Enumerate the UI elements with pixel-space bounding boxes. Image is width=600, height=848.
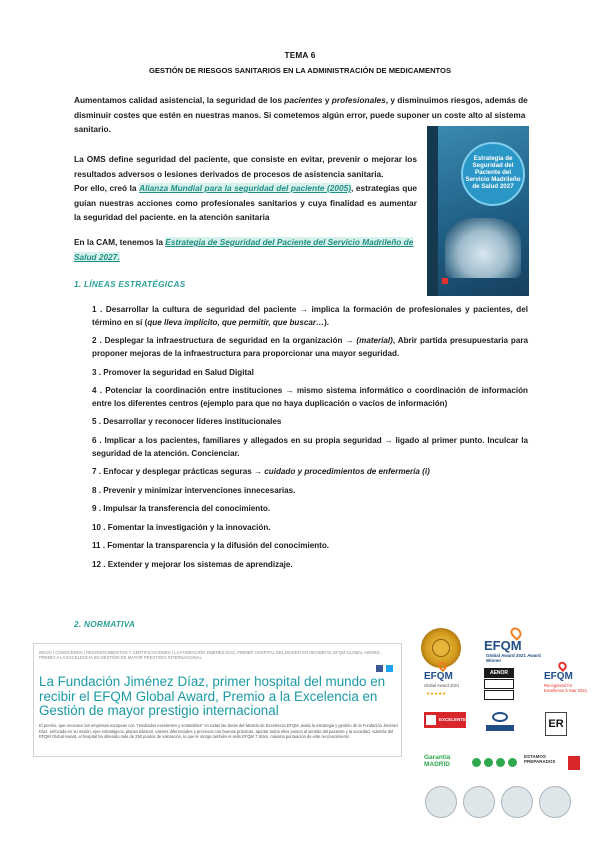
- news-article-card: [33, 643, 402, 757]
- madrid-flag-icon: [568, 756, 580, 770]
- strategic-line-item: 2 . Desplegar la infraestructura de seguridad en la organización → (material), Abrir partida presupuestaria para proponer mejoras de la infraestructura para proporcionar una mayor seguridad.: [92, 336, 529, 359]
- page-subtitle: GESTIÓN DE RIESGOS SANITARIOS EN LA ADMINISTRACIÓN DE MEDICAMENTOS: [148, 66, 452, 75]
- intro-paragraph-3: En la CAM, tenemos la Estrategia de Seguridad del Paciente del Servicio Madrileño de Salud 2027.: [74, 237, 414, 262]
- madrid-logo-icon: [442, 278, 448, 284]
- quality-badge-1: [425, 786, 457, 818]
- strategic-line-item: 7 . Enfocar y desplegar prácticas seguras → cuidado y procedimientos de enfermería (i): [92, 467, 430, 477]
- efqm-5star-logo: EFQM Recognised for Excellence 5 Star 2021: [540, 662, 590, 696]
- efqm-global-award-logo: EFQM Global Award 2021 ★★★★★: [424, 662, 468, 696]
- strategy-cover-image: [427, 126, 529, 296]
- page-title: TEMA 6: [284, 51, 316, 60]
- breadcrumb: INICIO | CONÓCENOS | RECONOCIMIENTOS Y CERTIFICACIONES | LA FUNDACIÓN JIMÉNEZ DÍAZ, PRIMER HOSPITAL DEL MUNDO EN RECIBIR EL EFQM GLOBAL AWARD, PREMIO A LA EXCELENCIA EN GESTIÓN DE MAYOR PRESTIGIO INTERNACIONAL: [39, 650, 381, 661]
- excelente-badge: EXCELENTE: [424, 712, 466, 728]
- twitter-icon[interactable]: [386, 665, 393, 672]
- strategic-line-item: 3 . Promover la seguridad en Salud Digital: [92, 367, 254, 377]
- quality-badge-2: [463, 786, 495, 818]
- section-heading-lineas: 1. LÍNEAS ESTRATÉGICAS: [74, 280, 186, 289]
- garantia-madrid-logo: Garantía MADRID: [424, 754, 451, 768]
- efqm-award-logo: EFQM Global Award 2021 Award Winner: [480, 628, 550, 668]
- er-quality-logo: ER: [545, 712, 567, 736]
- section-heading-normativa: 2. NORMATIVA: [74, 620, 136, 629]
- aenor-logo: AENOR: [484, 668, 514, 708]
- sustainability-icons: [472, 758, 520, 768]
- news-headline[interactable]: La Fundación Jiménez Díaz, primer hospital del mundo en recibir el EFQM Global Award, Premio a la Excelencia en Gestión de mayor prestigio internacional: [39, 674, 386, 718]
- strategic-line-item: 8 . Prevenir y minimizar intervenciones innecesarias.: [92, 485, 296, 495]
- certification-logo: [486, 712, 514, 734]
- strategic-line-item: 11 . Fomentar la transparencia y la difusión del conocimiento.: [92, 541, 330, 551]
- pacientes-term: pacientes: [284, 95, 323, 105]
- strategic-line-item: 6 . Implicar a los pacientes, familiares y allegados en su propia seguridad → ligado al primer punto. Inculcar la seguridad de la atención. Concienciar.: [92, 435, 528, 458]
- news-body: El premio, que reconoce las empresas europeas con "resultados excelentes y sostenibles" en todas las áreas del Modelo de Excelencia EFQM, avala la estrategia y gestión de la Fundación Jiménez Díaz, enfocada en su misión, ejes estratégicos, planes básicos, valores diferenciales y procesos con buenas prácticas, aportar todos ellos puntos al sentido del paciente y la sociedad. Además del EFQM Global Award, el hospital ha obtenido más de 250 puntos de valoración, lo que le otorga también el sello EFQM 7 Stars, máxima puntuación de este reconocimiento: [39, 723, 399, 740]
- alianza-link[interactable]: Alianza Mundial para la seguridad del paciente (2005): [139, 183, 352, 193]
- quality-badge-4: [539, 786, 571, 818]
- intro-paragraph-2: La OMS define seguridad del paciente, que consiste en evitar, prevenir o mejorar los resultados adversos o lesiones derivados de procesos de asistencia sanitaria. Por ello, creó la Alianza Mundial para la seguridad del paciente (2005), estrategias que guían nuestras acciones como profesionales sanitarios y cuya finalidad es aumentar la seguridad del paciente. en la atención sanitaria: [74, 154, 417, 222]
- quality-badge-3: [501, 786, 533, 818]
- strategic-line-item: 9 . Impulsar la transferencia del conocimiento.: [92, 504, 271, 514]
- profesionales-term: profesionales: [331, 95, 386, 105]
- estamos-preparados-logo: ESTAMOS PREPARADOS: [524, 754, 556, 764]
- cover-spine: [427, 126, 438, 296]
- strategic-line-item: 1 . Desarrollar la cultura de seguridad del paciente → implica la formación de profesionales y pacientes, del término en sí (que lleva implícito, que permitir, que buscar…).: [92, 305, 528, 327]
- share-icons: [376, 665, 393, 672]
- stethoscope-illustration: [445, 218, 521, 278]
- cover-title: Estrategia de Seguridad del Paciente del Servicio Madrileño de Salud 2027: [465, 155, 521, 190]
- facebook-icon[interactable]: [376, 665, 383, 672]
- intro-paragraph-1: Aumentamos calidad asistencial, la seguridad de los pacientes y profesionales, y disminuimos riesgos, además de disminuir costes que estén en nuestras manos. Si cometemos algún error, puede suponer un coste alto al sistema sanitario.: [74, 95, 528, 134]
- strategic-line-item: 5 . Desarrollar y reconocer líderes institucionales: [92, 417, 282, 427]
- strategic-line-item: 4 . Potenciar la coordinación entre instituciones → mismo sistema informático o coordinación de información entre los diferentes centros (ejemplo para que no haya duplicación o vacíos de información): [92, 386, 528, 408]
- strategic-line-item: 10 . Fomentar la investigación y la innovación.: [92, 522, 271, 532]
- strategic-line-item: 12 . Extender y mejorar los sistemas de aprendizaje.: [92, 559, 293, 569]
- estrategia-link[interactable]: Estrategia de Seguridad del Paciente del Servicio Madrileño de Salud 2027.: [74, 237, 414, 262]
- strategic-lines-list: [92, 304, 528, 577]
